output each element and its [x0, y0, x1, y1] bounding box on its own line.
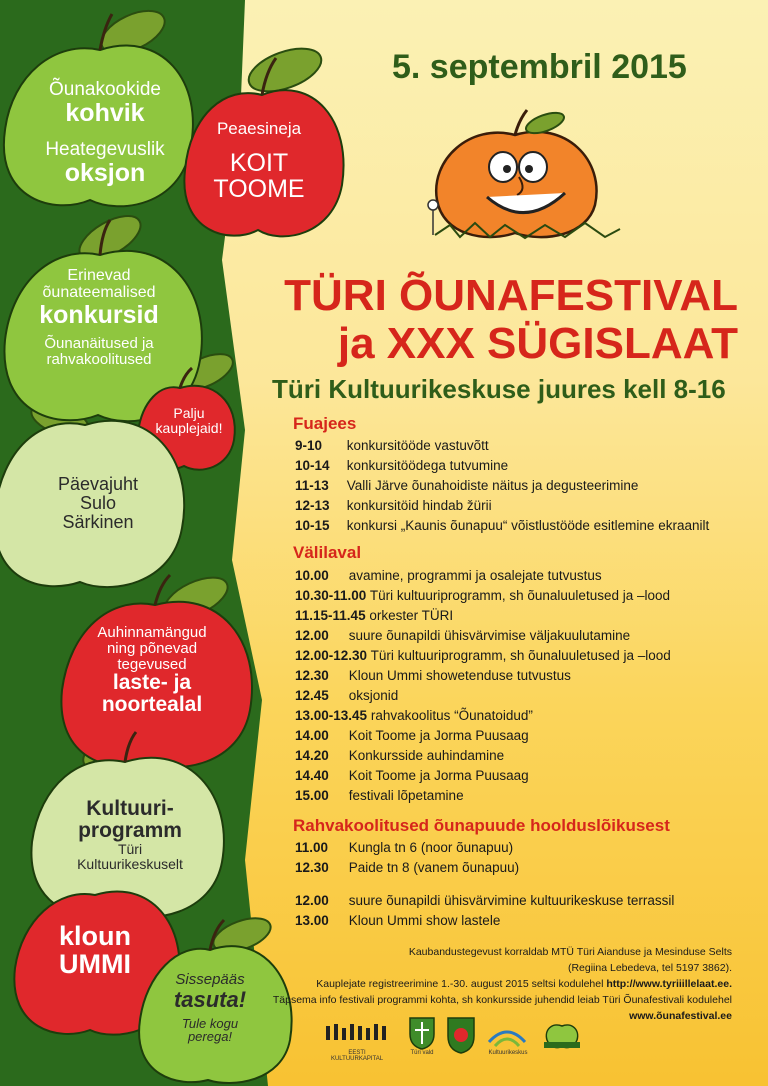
apple-text-line: laste- ja	[112, 671, 192, 695]
apple-text-line: Heategevuslik	[45, 139, 165, 161]
schedule-time: 10.30-11.00	[295, 588, 367, 603]
apple-text-line: KOIT	[229, 148, 289, 177]
apple-text-line: rahvakoolitused	[46, 350, 152, 368]
section-heading-valilaval: Välilaval	[293, 543, 362, 562]
schedule-text: Kungla tn 6 (noor õunapuu)	[348, 840, 514, 855]
subtitle: Türi Kultuurikeskuse juures kell 8-16	[272, 374, 726, 404]
apple-text-line: ning põnevad	[106, 639, 198, 657]
apple-vendors	[140, 406, 238, 435]
schedule-row	[295, 840, 513, 855]
apple-text-line: Peaesineja	[216, 119, 302, 138]
schedule-row	[295, 860, 519, 875]
schedule-time: 13.00	[295, 913, 329, 928]
schedule-time: 10.00	[295, 568, 329, 583]
kulka-logo-label: EESTI KULTUURKAPITAL	[330, 1050, 384, 1062]
schedule-row	[295, 648, 671, 663]
schedule-row	[295, 768, 529, 783]
apple-text-line: Õunanäitused ja	[44, 334, 154, 352]
schedule-time: 11.15-11.45	[295, 608, 366, 623]
kulka-logo-icon	[322, 1020, 392, 1050]
apple-cafe-auction	[20, 80, 190, 186]
schedule-time: 12.45	[295, 688, 329, 703]
schedule-text: Paide tn 8 (vanem õunapuu)	[348, 860, 520, 875]
apple-text-line: kloun	[59, 921, 131, 951]
schedule-text: suure õunapildi ühisvärvimise väljakuulutamine	[348, 628, 631, 643]
schedule-text: konkursitöödega tutvumine	[346, 458, 509, 473]
schedule-text: Valli Järve õunahoidiste näitus ja degusteerimine	[346, 478, 639, 493]
society-crest-icon	[446, 1016, 476, 1054]
title-line-1: TÜRI ÕUNAFESTIVAL	[284, 271, 738, 320]
apple-text-line: kohvik	[65, 98, 145, 127]
schedule-time: 11-13	[295, 478, 329, 493]
apple-text-line: Türi	[117, 841, 143, 858]
schedule-time: 10-15	[295, 518, 330, 533]
culture-centre-logo-icon	[485, 1020, 529, 1050]
schedule-row	[295, 438, 489, 453]
schedule-time: 12.00-12.30	[295, 648, 368, 663]
schedule-text: Konkursside auhindamine	[348, 748, 505, 763]
schedule-text: konkursi „Kaunis õunapuu“ võistlustööde esitlemine ekraanilt	[346, 518, 710, 533]
footer-website-link[interactable]: www.õunafestival.ee	[629, 1010, 732, 1022]
footer-organizer: Kaubandustegevust korraldab MTÜ Türi Aianduse ja Mesinduse Selts	[408, 946, 732, 958]
apple-text-line: konkursid	[39, 300, 159, 329]
schedule-text: Kloun Ummi show lastele	[348, 913, 501, 928]
schedule-text: konkursitöid hindab žürii	[346, 498, 492, 513]
apple-text-line: Särkinen	[62, 511, 134, 532]
schedule-time: 9-10	[295, 438, 323, 453]
schedule-time: 12.30	[295, 668, 329, 683]
schedule-time: 12.30	[295, 860, 329, 875]
apple-clown	[20, 922, 170, 979]
title-line-2: ja XXX SÜGISLAAT	[337, 319, 738, 368]
schedule-row	[295, 748, 504, 763]
schedule-row	[295, 708, 533, 723]
schedule-text: Türi kultuuriprogramm, sh õunaluuletused ja –lood	[370, 648, 671, 663]
apple-text-line: õunateemalised	[42, 283, 156, 301]
schedule-time: 14.20	[295, 748, 329, 763]
schedule-text: avamine, programmi ja osalejate tutvustus	[348, 568, 602, 583]
schedule-time: 12.00	[295, 893, 329, 908]
apple-text-line: Kultuurikeskuselt	[77, 855, 183, 872]
schedule-row	[295, 688, 398, 703]
event-date: 5. septembril 2015	[392, 48, 687, 86]
schedule-time: 11.00	[295, 840, 329, 855]
schedule-row	[295, 913, 500, 928]
turi-vald-label: Türi vald	[410, 1050, 434, 1056]
schedule-text: orkester TÜRI	[369, 608, 454, 623]
schedule-text: festivali lõpetamine	[348, 788, 464, 803]
apple-text-line: Tule kogu	[181, 1015, 239, 1031]
schedule-row	[295, 788, 464, 803]
schedule-text: Kloun Ummi showetenduse tutvustus	[348, 668, 571, 683]
turi-vald-crest-icon	[408, 1016, 436, 1050]
schedule-row	[295, 498, 492, 513]
apple-text-line: oksjon	[64, 159, 146, 188]
schedule-row	[295, 478, 638, 493]
schedule-time: 14.40	[295, 768, 329, 783]
apple-text-line: Õunakookide	[49, 79, 161, 100]
apple-text-line: Sulo	[79, 492, 117, 513]
apple-text-line: kauplejaid!	[155, 419, 223, 436]
apple-text-line: Erinevad	[67, 267, 131, 284]
apple-text-line: tegevused	[117, 655, 187, 673]
apple-text-line: Kultuuri-	[86, 797, 174, 820]
schedule-time: 15.00	[295, 788, 329, 803]
schedule-row	[295, 568, 602, 583]
footer-info: Täpsema info festivali programmi kohta, sh konkursside juhendid leiab Türi Õunafestivali kodulehel	[272, 994, 732, 1006]
schedule-row	[295, 608, 453, 623]
apple-free-entry	[150, 972, 270, 1044]
apple-text-line: UMMI	[59, 949, 131, 980]
apple-culture-program	[40, 798, 220, 871]
schedule-text: Türi kultuuriprogramm, sh õunaluuletused ja –lood	[369, 588, 671, 603]
schedule-row	[295, 668, 571, 683]
schedule-time: 14.00	[295, 728, 329, 743]
footer-registration	[316, 978, 732, 990]
schedule-time: 10-14	[295, 458, 330, 473]
schedule-row	[295, 893, 674, 908]
apple-competitions	[6, 268, 192, 367]
footer-registration-text: Kauplejate registreerimine 1.-30. august 2015 seltsi kodulehel	[316, 978, 604, 990]
apple-text-line: Auhinnamängud	[97, 624, 207, 641]
apple-games	[62, 625, 242, 716]
section-heading-rahvakoolitused: Rahvakoolitused õunapuude hoolduslõikusest	[293, 816, 670, 835]
schedule-text: oksjonid	[348, 688, 399, 703]
apple-text-line: TOOME	[213, 175, 305, 204]
apple-text-line: perega!	[187, 1029, 233, 1045]
section-heading-fuajees: Fuajees	[293, 414, 357, 433]
schedule-row	[295, 518, 709, 533]
schedule-text: rahvakoolitus “Õunatoidud”	[370, 708, 533, 723]
footer-contact: (Regiina Lebedeva, tel 5197 3862).	[567, 962, 732, 974]
apple-text-line: programm	[78, 819, 182, 843]
apple-society-logo-icon	[542, 1018, 582, 1052]
schedule-text: suure õunapildi ühisvärvimine kultuurikeskuse terrassil	[348, 893, 675, 908]
apple-mascot-icon	[415, 105, 625, 245]
culture-centre-label: Kultuurikeskus	[488, 1050, 528, 1056]
apple-text-line: tasuta!	[173, 986, 247, 1012]
footer-registration-link[interactable]: http://www.tyriiillelaat.ee.	[606, 978, 732, 990]
schedule-row	[295, 458, 508, 473]
schedule-row	[295, 628, 630, 643]
apple-text-line: Päevajuht	[57, 474, 139, 494]
schedule-time: 13.00-13.45	[295, 708, 368, 723]
apple-text-line: noortealal	[101, 693, 203, 717]
apple-host	[8, 475, 188, 532]
schedule-row	[295, 728, 529, 743]
apple-text-line: Sissepääs	[175, 971, 245, 988]
schedule-text: Koit Toome ja Jorma Puusaag	[348, 728, 529, 743]
schedule-time: 12-13	[295, 498, 330, 513]
schedule-time: 12.00	[295, 628, 329, 643]
schedule-text: Koit Toome ja Jorma Puusaag	[348, 768, 529, 783]
apple-headliner	[185, 120, 333, 202]
schedule-row	[295, 588, 670, 603]
apple-text-line: Palju	[173, 405, 205, 421]
schedule-text: konkursitööde vastuvõtt	[346, 438, 489, 453]
